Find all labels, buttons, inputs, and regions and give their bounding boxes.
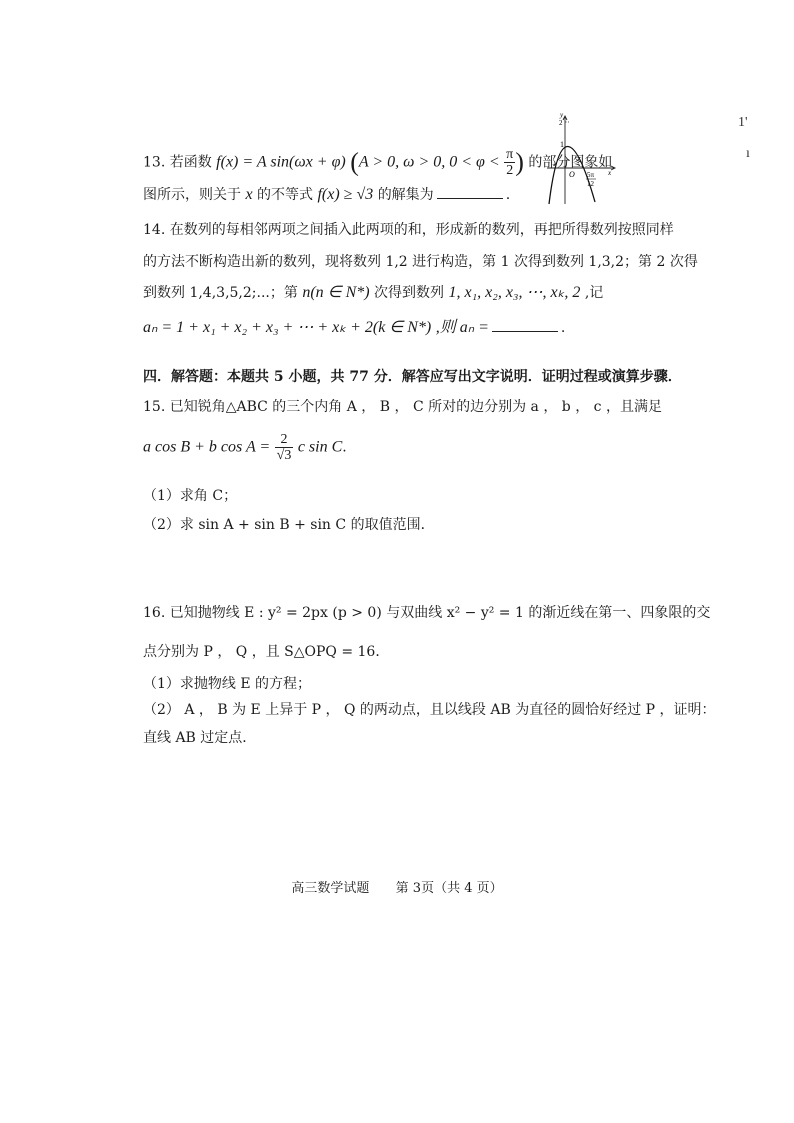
frac-num: π bbox=[506, 147, 514, 162]
q16-line2: 点分别为 P ， Q ，且 S△OPQ = 16． bbox=[143, 644, 390, 660]
q15-fraction bbox=[275, 432, 294, 463]
q13-inequality: f(x) ≥ √3 bbox=[317, 186, 374, 203]
period: . bbox=[560, 320, 566, 336]
page-footer bbox=[0, 877, 794, 896]
q16-part2-cont: 直线 AB 过定点． bbox=[143, 730, 257, 746]
paren-close: ) bbox=[515, 147, 524, 177]
footer-page-number: 第 3页（共 4 页） bbox=[395, 881, 503, 896]
q14-line3 bbox=[143, 284, 603, 302]
edge-mark: 1' bbox=[738, 115, 748, 130]
q14-line3-mid: 次得到数列 bbox=[374, 285, 445, 301]
q13-prefix: 13. 若函数 bbox=[143, 154, 212, 171]
q14-line2: 的方法不断构造出新的数列，现将数列 1,2 进行构造，第 1 次得到数列 1,3,2；第 2 次得 bbox=[143, 254, 698, 270]
x-tick-den: 12 bbox=[587, 180, 594, 188]
y-tick-2: 2 bbox=[559, 119, 563, 127]
x-label: x bbox=[608, 169, 612, 177]
paren-open: ( bbox=[350, 147, 359, 177]
q14-line3-suffix: ,记 bbox=[584, 285, 604, 301]
answer-blank bbox=[437, 186, 503, 199]
q13-line2-prefix: 图所示，则关于 bbox=[143, 187, 241, 203]
q14-then: ,则 aₙ = bbox=[435, 319, 489, 336]
q16-line1: 16. 已知抛物线 E : y² = 2px (p > 0) 与双曲线 x² − y² = 1 的渐近线在第一、四象限的交 bbox=[143, 605, 711, 621]
q14-line4 bbox=[143, 319, 565, 337]
q13-function: f(x) = A sin(ωx + φ) bbox=[216, 153, 346, 171]
q15-line1: 15. 已知锐角△ABC 的三个内角 A ， B ， C 所对的边分别为 a ， b ， c ，且满足 bbox=[143, 399, 662, 415]
q14-n: n(n ∈ N*) bbox=[302, 284, 370, 301]
pi-over-two bbox=[504, 147, 515, 178]
section-heading: 四．解答题：本题共 5 小题，共 77 分．解答应写出文字说明．证明过程或演算步骤． bbox=[143, 369, 682, 385]
q13-line2-mid: 的不等式 bbox=[257, 187, 314, 203]
q14-formula: aₙ = 1 + x₁ + x₂ + x₃ + ⋯ + xₖ + 2(k ∈ N*) bbox=[143, 319, 432, 336]
sine-graph bbox=[545, 112, 620, 207]
q16-part2: （2） A ， B 为 E 上异于 P ， Q 的两动点，且以线段 AB 为直径的圆恰好经过 P ，证明： bbox=[143, 702, 716, 718]
y-label: y bbox=[560, 112, 564, 119]
q14-sequence: 1, x₁, x₂, x₃, ⋯, xₖ, 2 bbox=[448, 284, 581, 301]
q13-suffix: 的部分图象如 bbox=[528, 154, 613, 171]
q13-var-x: x bbox=[245, 186, 253, 203]
answer-blank bbox=[492, 319, 558, 332]
x-tick-num: 5π bbox=[587, 171, 595, 179]
q15-formula-left: a cos B + b cos A = bbox=[143, 438, 271, 456]
q14-line3-prefix: 到数列 1,4,3,5,2;...；第 bbox=[143, 285, 298, 301]
q16-part1: （1）求抛物线 E 的方程； bbox=[143, 676, 312, 692]
q13-conditions: A > 0, ω > 0, 0 < φ < bbox=[358, 153, 500, 171]
period: . bbox=[505, 187, 511, 203]
q14-line1: 14. 在数列的每相邻两项之间插入此两项的和，形成新的数列，再把所得数列按照同样 bbox=[143, 222, 674, 238]
origin-label: O bbox=[569, 170, 575, 179]
frac-den: √3 bbox=[276, 448, 292, 463]
q15-formula bbox=[143, 432, 347, 463]
q15-formula-right: c sin C bbox=[297, 438, 343, 456]
y-tick-1: 1 bbox=[560, 140, 564, 149]
q15-part1: （1）求角 C； bbox=[143, 488, 238, 504]
frac-den: 2 bbox=[506, 163, 514, 178]
period: . bbox=[342, 439, 347, 456]
frac-num: 2 bbox=[275, 432, 294, 448]
q15-part2: （2）求 sin A + sin B + sin C 的取值范围． bbox=[143, 517, 435, 533]
footer-title: 高三数学试题 bbox=[291, 881, 370, 896]
q13-line2-suffix: 的解集为 bbox=[377, 187, 434, 203]
edge-mark: ı bbox=[746, 146, 750, 161]
q13-line2 bbox=[143, 186, 510, 204]
q13-line1 bbox=[143, 147, 612, 178]
